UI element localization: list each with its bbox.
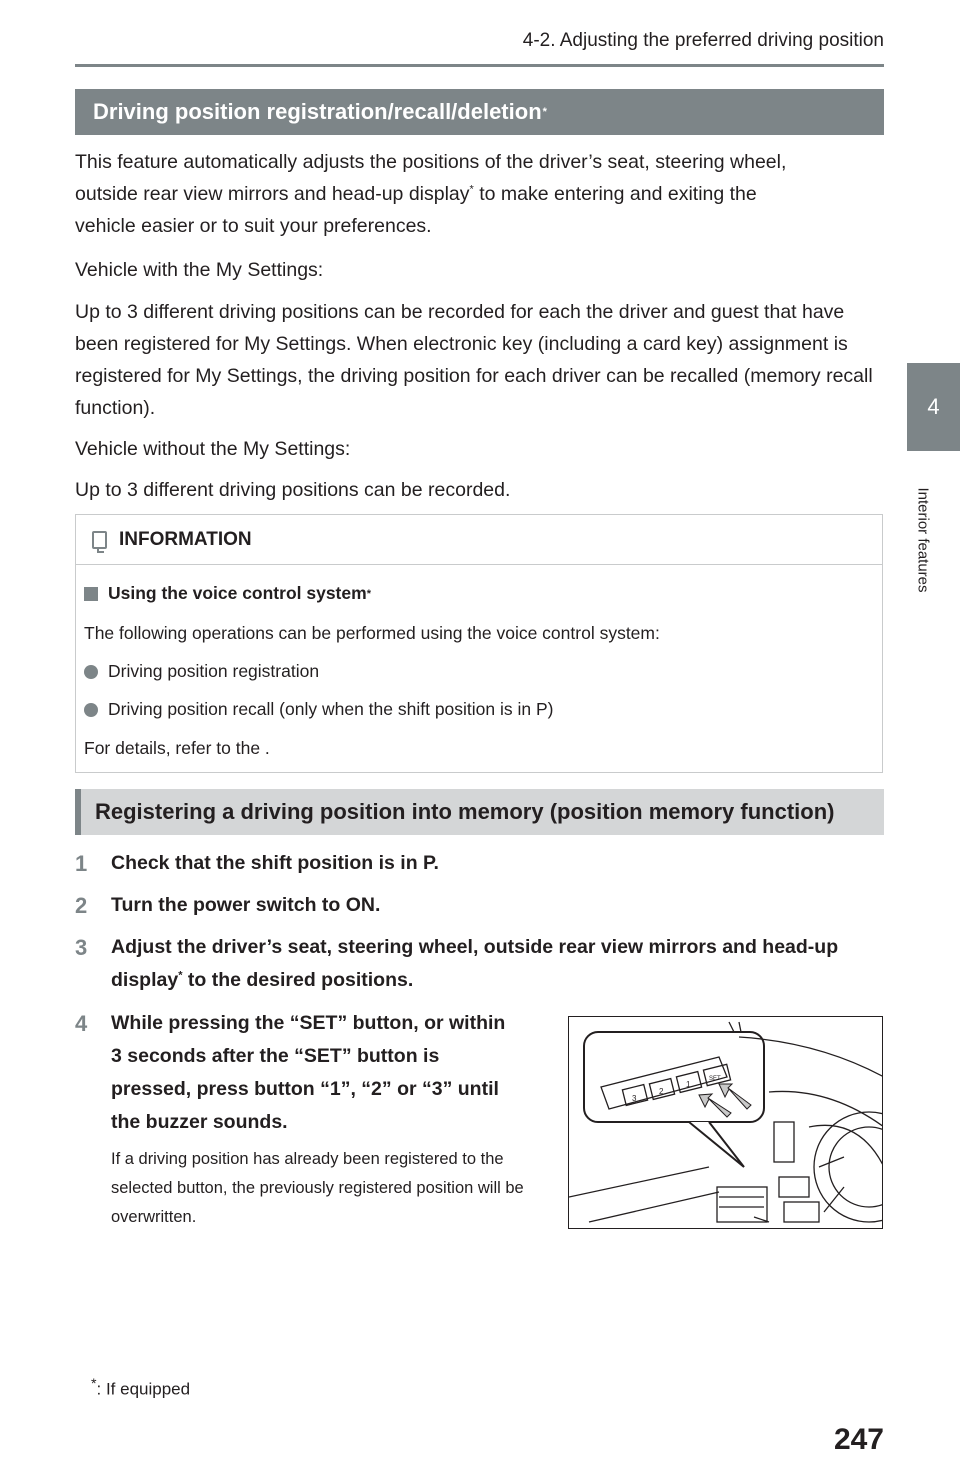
footnote-marker: * (469, 183, 474, 196)
information-details: For details, refer to the . (84, 738, 270, 758)
arrow-icon (699, 1094, 731, 1117)
door-panel-drawing (569, 1017, 883, 1229)
chapter-label-text: Interior features (914, 487, 932, 593)
no-my-settings-paragraph: Up to 3 different driving positions can be recorded. (75, 479, 511, 501)
list-item: Driving position recall (only when the shift position is in P) (84, 699, 553, 720)
memory-buttons-illustration (568, 1016, 883, 1229)
my-settings-paragraph: Up to 3 different driving positions can be recorded for each the driver and guest that have been registered for My Settings. When electronic key (including a card key) assignment is registered for My Settings, the driving position for each driver can be recalled (memory recall function). (75, 301, 873, 419)
step-text: Turn the power switch to ON. (111, 894, 381, 916)
procedure-step (75, 889, 885, 922)
footnote-marker: * (366, 587, 371, 600)
list-item: Driving position registration (84, 661, 319, 682)
information-intro: The following operations can be performed using the voice control system: (84, 623, 660, 643)
step-text: Adjust the driver’s seat, steering wheel, outside rear view mirrors and head-up display* to the desired positions. (111, 936, 839, 991)
information-subheading: Using the voice control system * (84, 583, 371, 604)
section-title: Registering a driving position into memory (position memory function) (95, 799, 835, 824)
step-number: 3 (75, 935, 88, 960)
footnote-marker: * (542, 106, 547, 118)
button-label-set: SET (709, 1076, 721, 1082)
section-title-bar (75, 789, 884, 835)
footnote-marker: * (178, 969, 183, 982)
arrow-icon (719, 1084, 751, 1109)
chapter-tab[interactable]: 4 (907, 363, 960, 451)
step-note: If a driving position has already been registered to the selected button, the previously registered position will be overwritten. (111, 1150, 524, 1226)
step-text: Check that the shift position is in P. (111, 852, 439, 874)
information-heading: INFORMATION (119, 528, 252, 550)
section-title-bar (75, 89, 884, 135)
step-number: 2 (75, 893, 88, 918)
procedure-step (75, 1007, 515, 1139)
information-icon (92, 531, 107, 549)
step-number: 1 (75, 851, 88, 876)
header-divider (75, 64, 884, 67)
section-title: Driving position registration/recall/deletion (93, 99, 542, 124)
button-label-3: 3 (632, 1094, 637, 1103)
procedure-step (75, 847, 885, 880)
information-header (76, 515, 882, 565)
square-bullet-icon (84, 587, 98, 601)
no-my-settings-heading: Vehicle without the My Settings: (75, 438, 351, 460)
my-settings-heading: Vehicle with the My Settings: (75, 259, 324, 281)
information-box (75, 514, 883, 773)
step-number: 4 (75, 1011, 88, 1036)
footnote-marker: * (91, 1376, 97, 1392)
chapter-label (893, 470, 953, 610)
round-bullet-icon (84, 703, 98, 717)
button-label-2: 2 (659, 1087, 664, 1096)
round-bullet-icon (84, 665, 98, 679)
running-header: 4-2. Adjusting the preferred driving position (522, 30, 884, 51)
step-text: While pressing the “SET” button, or within 3 seconds after the “SET” button is pressed, press button “1”, “2” or “3” until the buzzer sounds. (111, 1012, 506, 1133)
footnote: *: If equipped (91, 1376, 191, 1399)
procedure-step (75, 931, 885, 997)
intro-paragraph: This feature automatically adjusts the positions of the driver’s seat, steering wheel, outside rear view mirrors and head-up display* to make entering and exiting the vehicle easier or to suit your preferences. (75, 151, 787, 237)
button-label-1: 1 (686, 1080, 691, 1089)
page-number: 247 (833, 1423, 884, 1456)
